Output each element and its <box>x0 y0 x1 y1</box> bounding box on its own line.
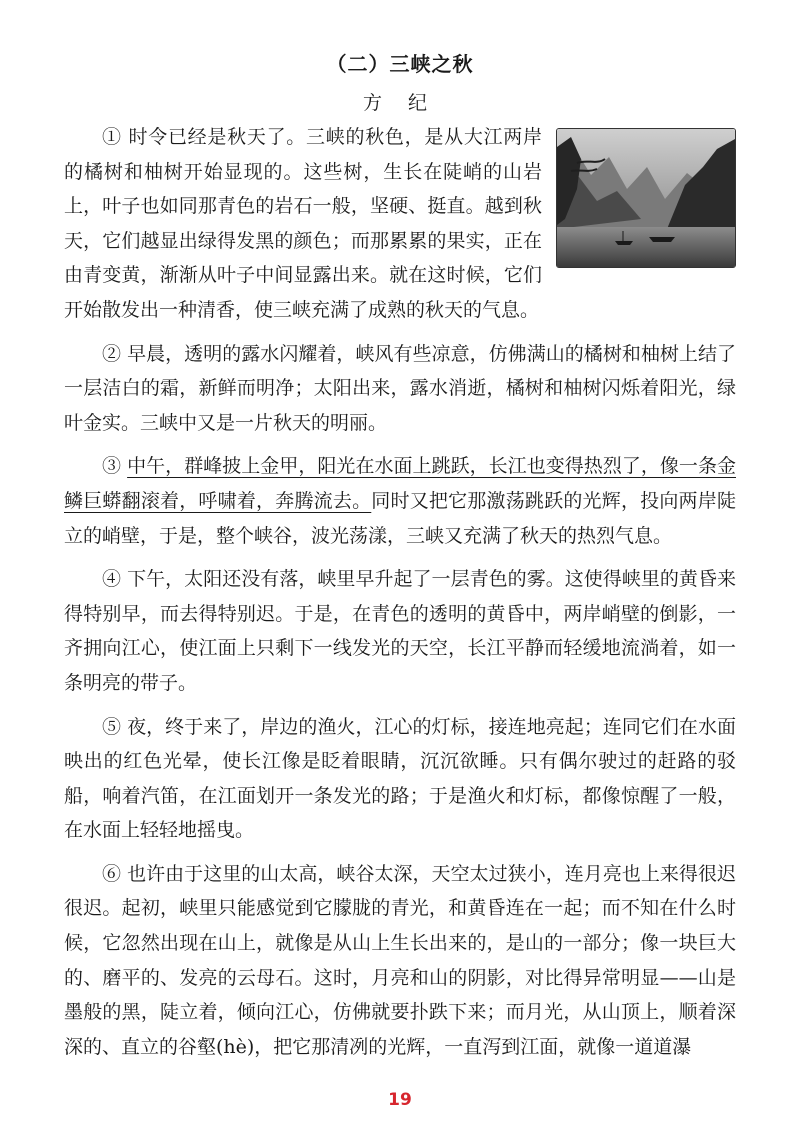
illustration-three-gorges <box>556 128 736 268</box>
paragraph-2: ② 早晨，透明的露水闪耀着，峡风有些凉意，仿佛满山的橘树和柚树上结了一层洁白的霜，新鲜而明净；太阳出来，露水消逝，橘树和柚树闪烁着阳光，绿叶金实。三峡中又是一片秋天的明丽。 <box>64 342 736 434</box>
article-body <box>64 120 736 1073</box>
paragraph-6: ⑥ 也许由于这里的山太高，峡谷太深，天空太过狭小，连月亮也上来得很迟很迟。起初，峡里只能感觉到它朦胧的青光，和黄昏连在一起；而不知在什么时候，它忽然出现在山上，就像是从山上生长出来的，是山的一部分；像一块巨大的、磨平的、发亮的云母石。这时，月亮和山的阴影，对比得异常明显——山是墨般的黑，陡立着，倾向江心，仿佛就要扑跌下来；而月光，从山顶上，顺着深深的、直立的谷壑(hè)，把它那清冽的光辉，一直泻到江面，就像一道道瀑 <box>64 862 736 1058</box>
paragraph-4: ④ 下午，太阳还没有落，峡里早升起了一层青色的雾。这使得峡里的黄昏来得特别早，而去得特别迟。于是，在青色的透明的黄昏中，两岸峭壁的倒影，一齐拥向江心，使江面上只剩下一线发光的天空，长江平静而轻缓地流淌着，如一条明亮的带子。 <box>64 568 736 694</box>
author-name: 方 纪 <box>362 92 438 114</box>
paragraph-5: ⑤ 夜，终于来了，岸边的渔火，江心的灯标，接连地亮起；连同它们在水面映出的红色光晕，使长江像是眨着眼睛，沉沉欲睡。只有偶尔驶过的赶路的驳船，响着汽笛，在江面划开一条发光的路；于是渔火和灯标，都像惊醒了一般，在水面上轻轻地摇曳。 <box>64 715 736 842</box>
underlined-sentence: 中午，群峰披上金甲，阳光在水面上跳跃，长江也变得热烈了，像一条金鳞巨蟒翻滚着，呼啸着，奔腾流去。 <box>64 455 736 512</box>
paragraph-1: ① 时令已经是秋天了。三峡的秋色，是从大江两岸的橘树和柚树开始显现的。这些树，生长在陡峭的山岩上，叶子也如同那青色的岩石一般，坚硬、挺直。越到秋天，它们越显出绿得发黑的颜色；而那累累的果实，正在由青变黄，渐渐从叶子中间显露出来。就在这时候，它们开始散发出一种清香，使三峡充满了成熟的秋天的气息。 <box>64 126 542 321</box>
page-number: 19 <box>388 1090 412 1110</box>
paragraph-3: ③ 中午，群峰披上金甲，阳光在水面上跳跃，长江也变得热烈了，像一条金鳞巨蟒翻滚着，呼啸着，奔腾流去。同时又把它那激荡跳跃的光辉，投向两岸陡立的峭壁，于是，整个峡谷，波光荡漾，三峡又充满了秋天的热烈气息。 <box>64 455 736 547</box>
page-title: （二）三峡之秋 <box>326 52 474 76</box>
